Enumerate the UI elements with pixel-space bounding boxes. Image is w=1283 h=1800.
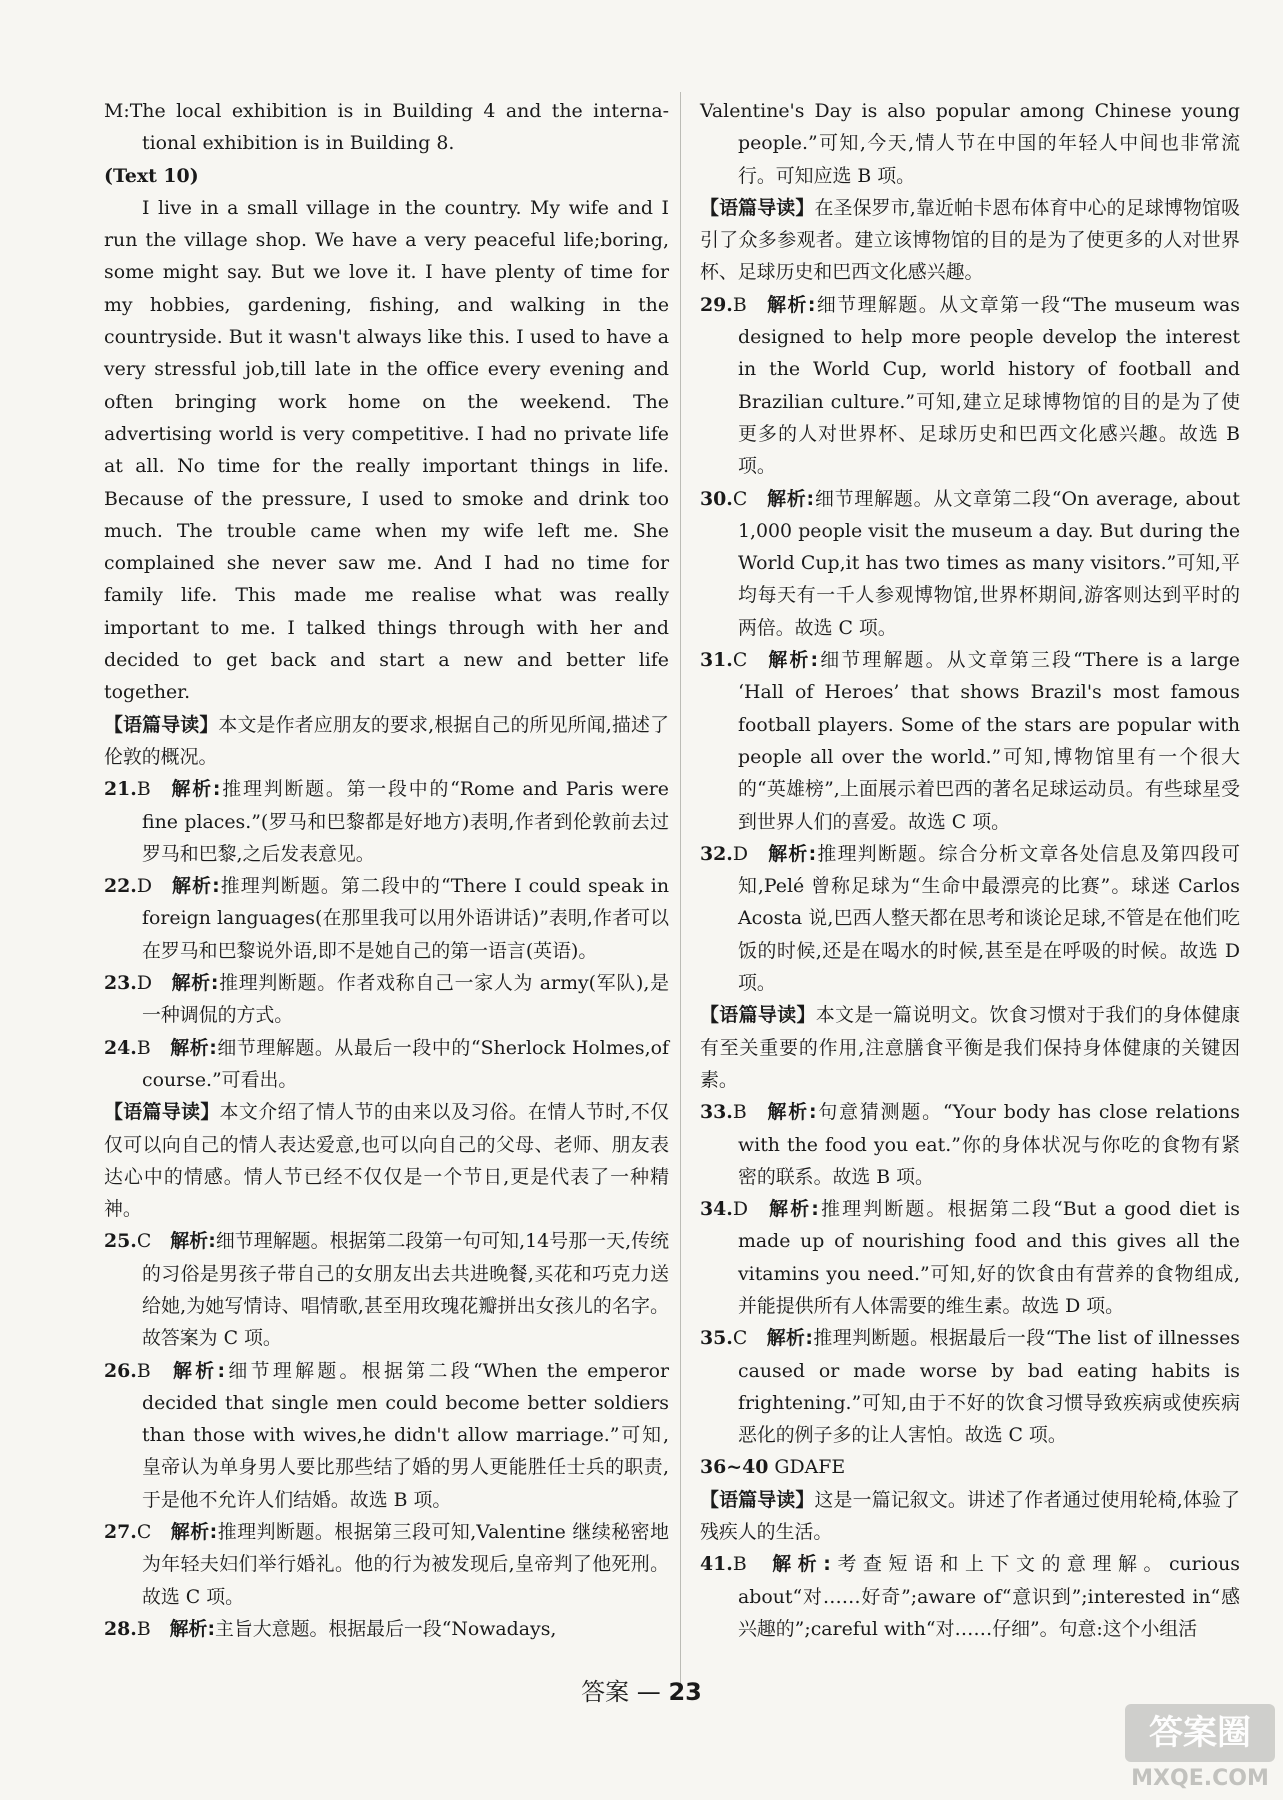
- watermark-url: MXQE.COM: [1131, 1766, 1269, 1791]
- reading-guide-tag: 【语篇导读】: [700, 1004, 816, 1027]
- page-footer: [0, 1672, 1283, 1707]
- answer-item: [104, 1225, 669, 1354]
- answer-choice: C: [732, 1327, 748, 1350]
- reading-guide-text: 本文是作者应朋友的要求,根据自己的所见所闻,描述了伦敦的概况。: [104, 713, 669, 768]
- answer-item: [104, 1032, 669, 1097]
- question-number: 41.: [700, 1553, 733, 1576]
- answer-choice: B: [136, 1359, 151, 1382]
- explanation-text: 细节理解题。从文章第三段“There is a large ‘Hall of Heroes’ that shows Brazil's most famous football players. Some of the stars are popular with people all over the world.”可知,博物馆里有一个很大的“英雄榜”,上面展示着巴西的著名足球运动员。有些球星受到世界人们的喜爱。故选 C 项。: [738, 649, 1240, 833]
- explanation-label: 解析:: [766, 649, 819, 672]
- explanation-label: 解析:: [765, 1553, 831, 1576]
- answer-choice: B: [136, 1036, 151, 1059]
- answer-choice: B: [732, 1101, 747, 1124]
- explanation-text: 推理判断题。第二段中的“There I could speak in foreign languages(在那里我可以用外语讲话)”表明,作者可以在罗马和巴黎说外语,即不是她自己的第一语言(英语)。: [142, 875, 669, 962]
- reading-guide-tag: 【语篇导读】: [700, 1488, 815, 1511]
- answer-choice: B: [732, 1553, 747, 1576]
- explanation-label: 解析:: [169, 1036, 217, 1059]
- explanation-text: 细节理解题。根据第二段第一句可知,14号那一天,传统的习俗是男孩子带自己的女朋友出去共进晚餐,买花和巧克力送给她,为她写情诗、唱情歌,甚至用玫瑰花瓣拼出女孩儿的名字。故答案为 C 项。: [142, 1230, 669, 1350]
- explanation-label: 解析:: [765, 293, 816, 316]
- answer-item: [104, 1516, 669, 1613]
- explanation-text: 推理判断题。根据第二段“But a good diet is made up of nourishing food and this gives all the vitamins you need.”可知,好的饮食由有营养的食物组成,并能提供所有人体需要的维生素。故选 D 项。: [738, 1198, 1240, 1317]
- section-heading: (Text 10): [104, 164, 199, 187]
- footer-label: 答案: [581, 1678, 630, 1706]
- answer-choice: B: [732, 293, 747, 316]
- reading-guide-text: 本文介绍了情人节的由来以及习俗。在情人节时,不仅仅可以向自己的情人表达爱意,也可以向自己的父母、老师、朋友表达心中的情感。情人节已经不仅仅是一个节日,更是代表了一种精神。: [104, 1101, 669, 1221]
- answer-choice: D: [732, 842, 749, 865]
- question-number: 34.: [700, 1198, 733, 1221]
- answer-item: [700, 838, 1240, 999]
- explanation-label: 解析:: [765, 1101, 817, 1124]
- answer-choice: C: [136, 1521, 152, 1544]
- continued-explanation: Valentine's Day is also popular among Chinese young people.”可知,今天,情人节在中国的年轻人中间也非常流行。可知应选 B 项。: [700, 100, 1240, 187]
- explanation-text: 细节理解题。根据第二段“When the emperor decided that single men could become better soldiers than those with wives,he didn't allow marriage.”可知,皇帝认为单身男人要比那些结了婚的男人更能胜任士兵的职责,于是他不允许人们结婚。故选 B 项。: [142, 1359, 669, 1511]
- answer-choice: C: [732, 649, 748, 672]
- answer-item: [700, 1322, 1240, 1451]
- question-number: 22.: [104, 875, 137, 898]
- answer-item: [104, 870, 669, 967]
- explanation-label: 解析:: [170, 1521, 218, 1544]
- question-number: 25.: [104, 1230, 137, 1253]
- site-watermark: [1125, 1704, 1275, 1794]
- answer-item: [104, 1613, 669, 1645]
- reading-guide: [104, 1096, 669, 1225]
- answer-choice: B: [136, 1617, 151, 1640]
- question-number: 28.: [104, 1617, 137, 1640]
- reading-guide-text: 在圣保罗市,靠近帕卡恩布体育中心的足球博物馆吸引了众多参观者。建立该博物馆的目的是为了使更多的人对世界杯、足球历史和巴西文化感兴趣。: [700, 196, 1241, 284]
- question-number: 27.: [104, 1521, 137, 1544]
- watermark-logo: 答案圈: [1125, 1704, 1275, 1762]
- answer-choice: B: [136, 778, 151, 801]
- answer-item: [104, 967, 669, 1032]
- question-number: 26.: [104, 1359, 137, 1382]
- reading-guide: [700, 192, 1240, 289]
- answer-choice: D: [136, 972, 153, 995]
- question-number: 29.: [700, 293, 733, 316]
- explanation-text: 推理判断题。根据最后一段“The list of illnesses caused or made worse by bad eating habits is frightening.”可知,由于不好的饮食习惯导致疾病或使疾病恶化的例子多的让人害怕。故选 C 项。: [738, 1327, 1240, 1447]
- explanation-text: 句意猜测题。“Your body has close relations with the food you eat.”你的身体状况与你吃的食物有紧密的联系。故选 B 项。: [738, 1101, 1240, 1188]
- explanation-label: 解析:: [170, 875, 220, 898]
- question-number: 35.: [700, 1327, 733, 1350]
- answer-item: [700, 1193, 1240, 1322]
- reading-guide-tag: 【语篇导读】: [700, 196, 815, 219]
- reading-guide-tag: 【语篇导读】: [104, 713, 219, 736]
- reading-guide-text: 这是一篇记叙文。讲述了作者通过使用轮椅,体验了残疾人的生活。: [700, 1488, 1241, 1544]
- answer-item: [700, 1096, 1240, 1193]
- left-column: [104, 95, 669, 1645]
- question-number: 33.: [700, 1101, 733, 1124]
- answer-item: [700, 483, 1240, 644]
- reading-guide-tag: 【语篇导读】: [104, 1101, 220, 1124]
- answer-choice: C: [732, 487, 748, 510]
- explanation-label: 解析:: [766, 1327, 813, 1350]
- explanation-text: 推理判断题。作者戏称自己一家人为 army(军队),是一种调侃的方式。: [142, 972, 669, 1027]
- answer-item: [104, 773, 669, 870]
- footer-dash: —: [636, 1678, 661, 1706]
- page-number: 23: [668, 1678, 702, 1706]
- explanation-text: 主旨大意题。根据最后一段“Nowadays,: [215, 1617, 557, 1640]
- explanation-label: 解析:: [766, 1198, 819, 1221]
- explanation-label: 解析:: [169, 1617, 215, 1640]
- explanation-text: 细节理解题。从文章第二段“On average, about 1,000 people visit the museum a day. But during the World Cup,it has two times as many visitors.”可知,平均每天有一千人参观博物馆,世界杯期间,游客则达到平时的两倍。故选 C 项。: [738, 487, 1240, 639]
- answer-item: [700, 644, 1240, 838]
- right-column: [700, 95, 1240, 1645]
- question-number: 23.: [104, 972, 137, 995]
- passage-paragraph: I live in a small village in the country. My wife and I run the village shop. We have a very peaceful life;boring, some might say. But we love it. I have plenty of time for my hobbies, gardening, fishing, and walking in the countryside. But it wasn't always like this. I used to have a very stressful job,till late in the office every evening and often bringing work home on the weekend. The advertising world is very competitive. I had no private life at all. No time for the really important things in life. Because of the pressure, I used to smoke and drink too much. The trouble came when my wife left me. She complained she never saw me. And I had no time for family life. This made me realise what was really important to me. I talked things through with her and decided to get back and start a new and better life together.: [104, 196, 669, 704]
- answer-choice: D: [136, 875, 153, 898]
- reading-guide: [700, 999, 1240, 1096]
- explanation-label: 解析:: [766, 842, 817, 865]
- transcript-line: M:The local exhibition is in Building 4 and the interna-tional exhibition is in Building 8.: [104, 100, 669, 155]
- question-number: 21.: [104, 778, 137, 801]
- answer-choice: D: [732, 1198, 749, 1221]
- answer-item: [700, 1548, 1240, 1645]
- explanation-text: 推理判断题。综合分析文章各处信息及第四段可知,Pelé 曾称足球为“生命中最漂亮的比赛”。球迷 Carlos Acosta 说,巴西人整天都在思考和谈论足球,不管是在他们吃饭的时候,还是在喝水的时候,甚至是在呼吸的时候。故选 D 项。: [738, 842, 1240, 995]
- answer-item: [700, 289, 1240, 483]
- question-number: 32.: [700, 842, 733, 865]
- explanation-label: 解析:: [170, 1230, 216, 1253]
- answer-item: [104, 1355, 669, 1516]
- question-number: 24.: [104, 1036, 137, 1059]
- answer-choice: C: [136, 1230, 152, 1253]
- explanation-label: 解析:: [766, 487, 815, 510]
- question-number: 30.: [700, 487, 733, 510]
- reading-guide-text: 本文是一篇说明文。饮食习惯对于我们的身体健康有至关重要的作用,注意膳食平衡是我们保持身体健康的关键因素。: [700, 1004, 1241, 1091]
- column-divider: [680, 92, 681, 1692]
- range-answers: GDAFE: [774, 1456, 846, 1479]
- question-range: 36~40: [700, 1456, 769, 1479]
- question-number: 31.: [700, 649, 733, 672]
- explanation-text: 推理判断题。第一段中的“Rome and Paris were fine places.”(罗马和巴黎都是好地方)表明,作者到伦敦前去过罗马和巴黎,之后发表意见。: [142, 778, 669, 865]
- explanation-label: 解析:: [170, 972, 219, 995]
- answer-range: [700, 1451, 1240, 1483]
- explanation-text: 推理判断题。根据第三段可知,Valentine 继续秘密地为年轻夫妇们举行婚礼。他的行为被发现后,皇帝判了他死刑。故选 C 项。: [142, 1521, 669, 1608]
- explanation-text: 细节理解题。从最后一段中的“Sherlock Holmes,of course.”可看出。: [142, 1036, 670, 1091]
- explanation-text: 细节理解题。从文章第一段“The museum was designed to help more people develop the interest in the World Cup, world history of football and Brazilian culture.”可知,建立足球博物馆的目的是为了使更多的人对世界杯、足球历史和巴西文化感兴趣。故选 B 项。: [738, 293, 1240, 478]
- reading-guide: [104, 709, 669, 774]
- explanation-text: 考查短语和上下文的意理解。curious about“对……好奇”;aware of“意识到”;interested in“感兴趣的”;careful with“对……仔细”。句意:这个小组活: [738, 1553, 1240, 1640]
- explanation-label: 解析:: [169, 778, 221, 801]
- explanation-label: 解析:: [169, 1359, 226, 1382]
- reading-guide: [700, 1484, 1240, 1549]
